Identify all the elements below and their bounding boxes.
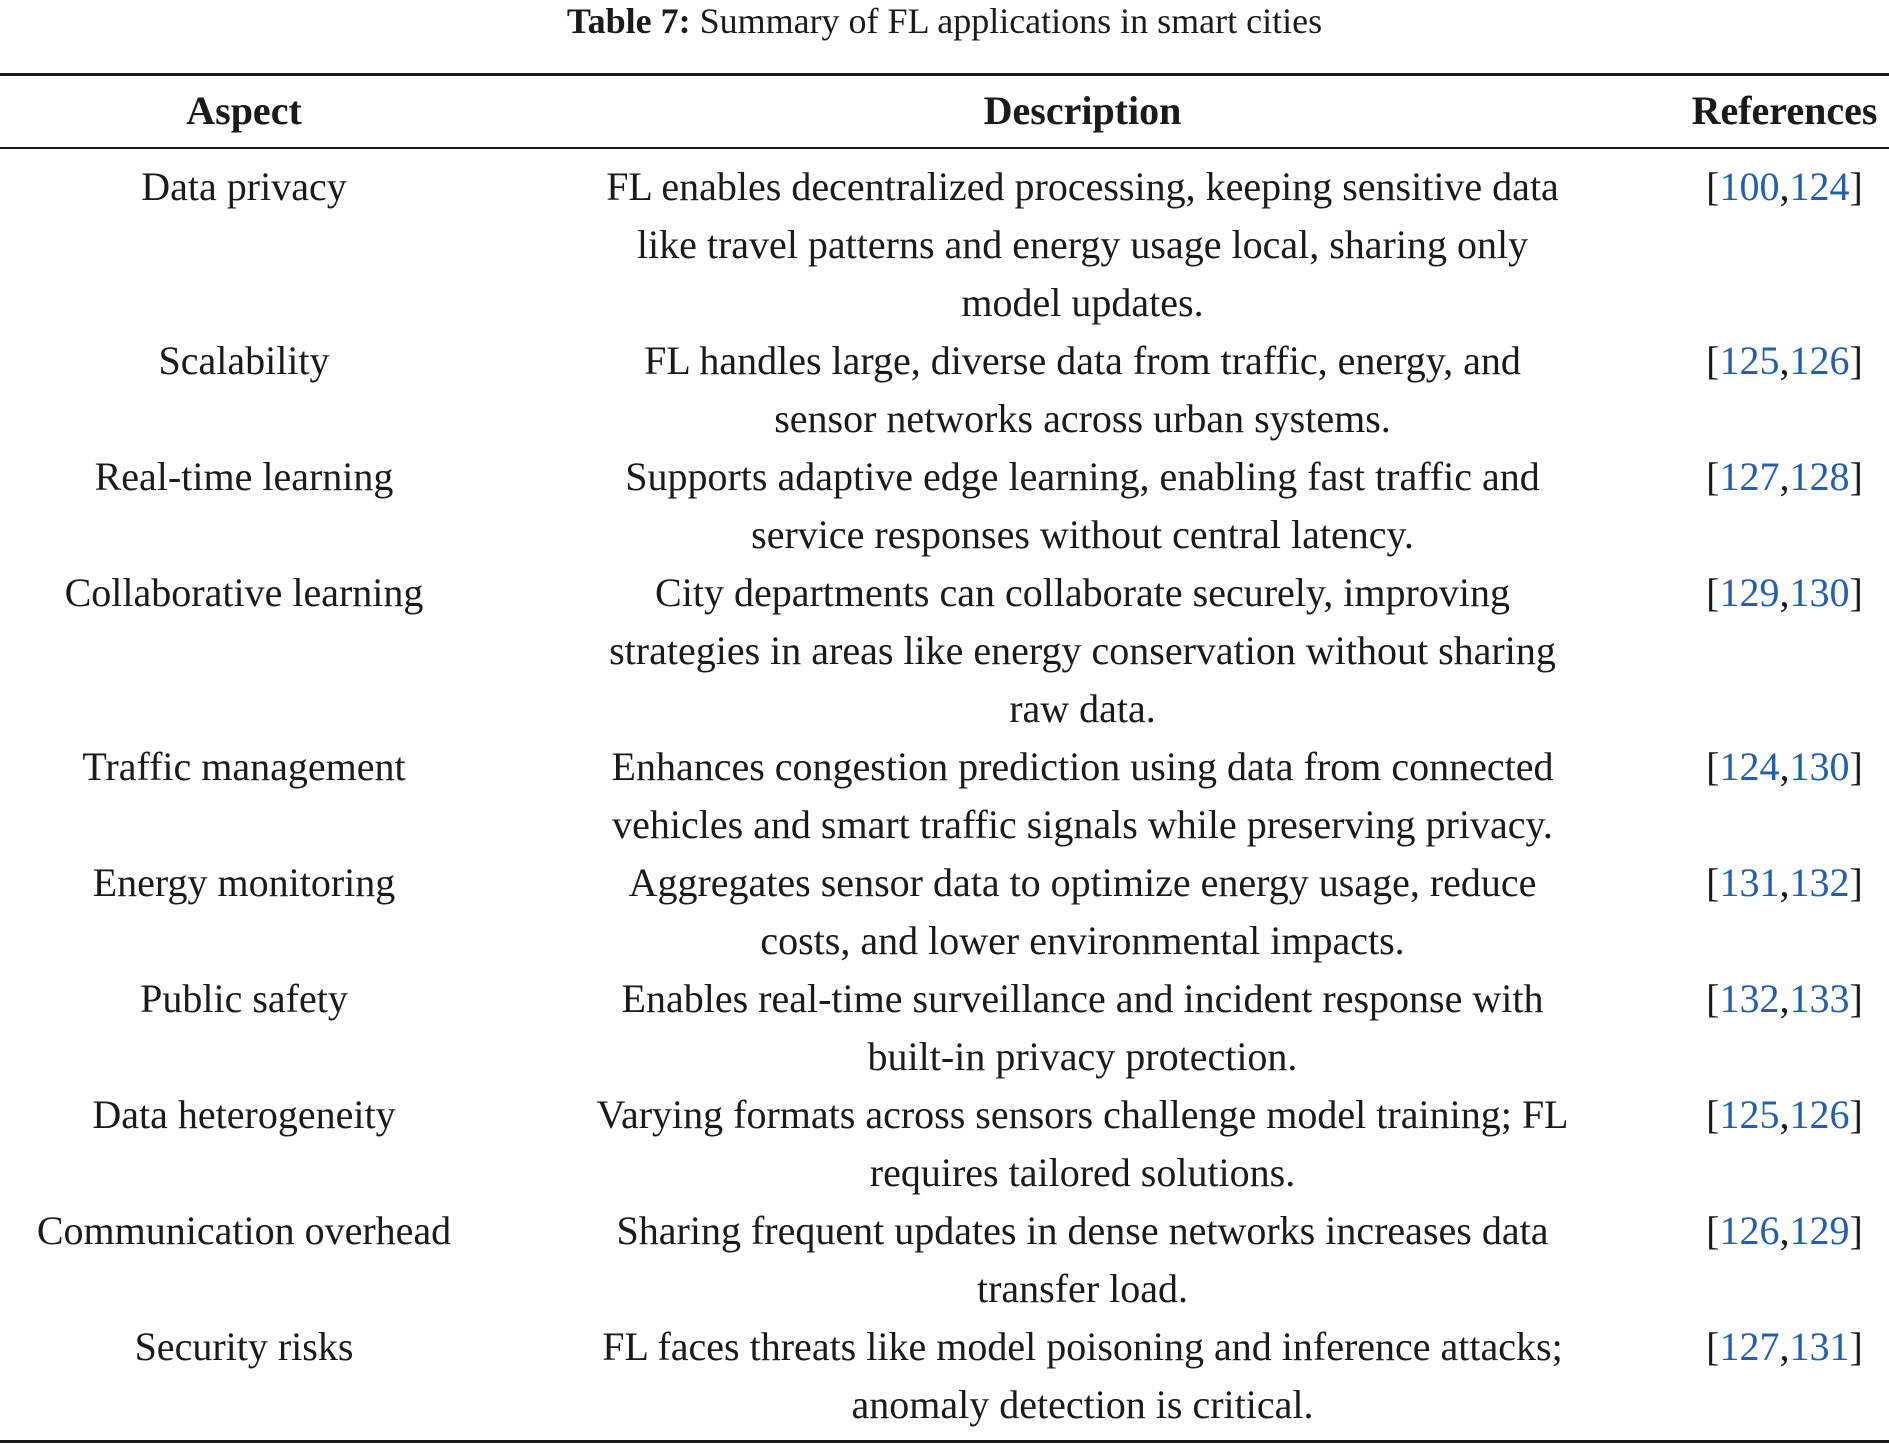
table-row xyxy=(0,158,1889,332)
row-aspect: Scalability xyxy=(158,338,330,383)
description-line: FL handles large, diverse data from traffic, energy, and xyxy=(644,338,1521,383)
reference-link[interactable]: 100 xyxy=(1719,164,1780,209)
row-references: [100,124] xyxy=(1706,164,1863,209)
row-references: [125,126] xyxy=(1706,338,1863,383)
row-description xyxy=(520,970,1645,1086)
table-header-rule xyxy=(0,147,1889,149)
reference-link[interactable]: 124 xyxy=(1789,164,1850,209)
row-references: [131,132] xyxy=(1706,860,1863,905)
row-description xyxy=(520,854,1645,970)
description-line: sensor networks across urban systems. xyxy=(774,396,1391,441)
row-description xyxy=(520,1202,1645,1318)
row-description xyxy=(520,332,1645,448)
reference-link[interactable]: 124 xyxy=(1719,744,1780,789)
description-line: strategies in areas like energy conservation without sharing xyxy=(609,628,1556,673)
header-aspect: Aspect xyxy=(186,88,302,133)
table-row xyxy=(0,738,1889,854)
table-caption-label: Table 7: xyxy=(566,1,691,41)
description-line: like travel patterns and energy usage local, sharing only xyxy=(636,222,1529,267)
reference-link[interactable]: 130 xyxy=(1789,570,1850,615)
row-aspect: Traffic management xyxy=(82,744,406,789)
table-row xyxy=(0,1202,1889,1318)
table-row xyxy=(0,1086,1889,1202)
description-line: Varying formats across sensors challenge model training; FL xyxy=(596,1092,1569,1137)
table-row xyxy=(0,1318,1889,1434)
row-aspect: Data privacy xyxy=(141,164,347,209)
reference-link[interactable]: 125 xyxy=(1719,338,1780,383)
row-description xyxy=(520,1086,1645,1202)
reference-link[interactable]: 125 xyxy=(1719,1092,1780,1137)
reference-link[interactable]: 127 xyxy=(1719,454,1780,499)
row-description xyxy=(520,448,1645,564)
header-description: Description xyxy=(983,88,1182,133)
row-description xyxy=(520,738,1645,854)
table-caption xyxy=(0,0,1889,42)
reference-link[interactable]: 132 xyxy=(1789,860,1850,905)
reference-link[interactable]: 127 xyxy=(1719,1324,1780,1369)
description-line: City departments can collaborate securely, improving xyxy=(655,570,1510,615)
description-line: FL enables decentralized processing, keeping sensitive data xyxy=(606,164,1559,209)
description-line: Enables real-time surveillance and incident response with xyxy=(621,976,1544,1021)
description-line: Supports adaptive edge learning, enabling fast traffic and xyxy=(625,454,1540,499)
row-aspect: Public safety xyxy=(140,976,348,1021)
table-row xyxy=(0,564,1889,738)
row-references: [127,128] xyxy=(1706,454,1863,499)
description-line: anomaly detection is critical. xyxy=(851,1382,1314,1427)
reference-link[interactable]: 126 xyxy=(1719,1208,1780,1253)
row-references: [127,131] xyxy=(1706,1324,1863,1369)
row-aspect: Data heterogeneity xyxy=(92,1092,396,1137)
row-aspect: Security risks xyxy=(134,1324,354,1369)
row-aspect: Communication overhead xyxy=(36,1208,452,1253)
row-references: [126,129] xyxy=(1706,1208,1863,1253)
reference-link[interactable]: 129 xyxy=(1789,1208,1850,1253)
reference-link[interactable]: 133 xyxy=(1789,976,1850,1021)
table-top-rule xyxy=(0,73,1889,76)
reference-link[interactable]: 128 xyxy=(1789,454,1850,499)
table-bottom-rule xyxy=(0,1440,1889,1443)
reference-link[interactable]: 129 xyxy=(1719,570,1780,615)
row-aspect: Collaborative learning xyxy=(64,570,424,615)
table-row xyxy=(0,970,1889,1086)
description-line: vehicles and smart traffic signals while preserving privacy. xyxy=(612,802,1553,847)
description-line: raw data. xyxy=(1009,686,1156,731)
reference-link[interactable]: 131 xyxy=(1719,860,1780,905)
row-references: [124,130] xyxy=(1706,744,1863,789)
row-references: [129,130] xyxy=(1706,570,1863,615)
table-header-row xyxy=(0,80,1889,142)
reference-link[interactable]: 126 xyxy=(1789,1092,1850,1137)
row-description xyxy=(520,158,1645,332)
reference-link[interactable]: 126 xyxy=(1789,338,1850,383)
row-description xyxy=(520,1318,1645,1434)
description-line: transfer load. xyxy=(976,1266,1188,1311)
description-line: requires tailored solutions. xyxy=(869,1150,1296,1195)
reference-link[interactable]: 131 xyxy=(1789,1324,1850,1369)
header-references: References xyxy=(1691,88,1878,133)
row-aspect: Energy monitoring xyxy=(92,860,396,905)
row-aspect: Real-time learning xyxy=(94,454,394,499)
table-caption-text: Summary of FL applications in smart cities xyxy=(699,1,1323,41)
row-references: [125,126] xyxy=(1706,1092,1863,1137)
table-row xyxy=(0,854,1889,970)
table-row xyxy=(0,332,1889,448)
description-line: Aggregates sensor data to optimize energy usage, reduce xyxy=(628,860,1537,905)
description-line: model updates. xyxy=(961,280,1204,325)
description-line: Sharing frequent updates in dense networks increases data xyxy=(616,1208,1549,1253)
row-references: [132,133] xyxy=(1706,976,1863,1021)
reference-link[interactable]: 130 xyxy=(1789,744,1850,789)
table-body xyxy=(0,158,1889,1434)
row-description xyxy=(520,564,1645,738)
description-line: FL faces threats like model poisoning and inference attacks; xyxy=(602,1324,1563,1369)
description-line: built-in privacy protection. xyxy=(867,1034,1298,1079)
description-line: costs, and lower environmental impacts. xyxy=(760,918,1405,963)
description-line: service responses without central latency. xyxy=(751,512,1414,557)
reference-link[interactable]: 132 xyxy=(1719,976,1780,1021)
description-line: Enhances congestion prediction using data from connected xyxy=(611,744,1554,789)
table-row xyxy=(0,448,1889,564)
